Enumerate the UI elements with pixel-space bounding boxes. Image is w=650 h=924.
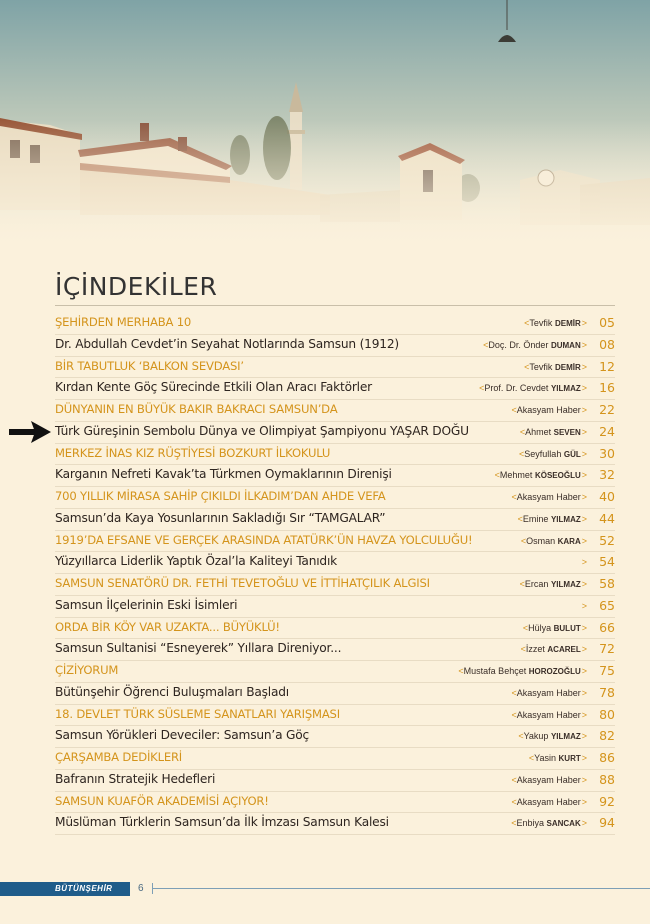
author-close-bracket: >: [581, 600, 587, 611]
author-close-bracket: >: [581, 383, 587, 394]
author-close-bracket: >: [581, 579, 587, 589]
toc-entry-page: 94: [599, 815, 615, 831]
toc-entry-title: Samsun Yörükleri Deveciler: Samsun’a Göç: [55, 728, 310, 743]
toc-entry-author: [511, 492, 587, 502]
author-open-bracket: <: [519, 579, 525, 589]
toc-entry-author: [521, 644, 587, 654]
toc-entry-title: Samsun Sultanisi “Esneyerek” Yıllara Direniyor...: [55, 641, 342, 656]
toc-entry-page: 65: [599, 597, 615, 613]
toc-entry-page: 78: [599, 684, 615, 700]
toc-entry-author: [581, 601, 587, 611]
author-open-bracket: <: [511, 687, 517, 698]
author-close-bracket: >: [581, 709, 587, 720]
author-open-bracket: <: [517, 513, 523, 524]
footer-page-number: 6: [138, 883, 144, 894]
author-open-bracket: <: [483, 339, 489, 350]
toc-entry-author: [511, 688, 587, 698]
author-given-name: Prof. Dr. Cevdet: [484, 383, 549, 394]
toc-entry-author: [520, 427, 587, 437]
author-close-bracket: >: [581, 666, 587, 676]
author-given-name: Ercan: [524, 579, 549, 589]
toc-entry-page: 92: [599, 793, 615, 809]
toc-entry-author: [581, 557, 587, 567]
author-given-name: İzzet: [525, 644, 545, 655]
toc-entry-title: ÇARŞAMBA DEDİKLERİ: [55, 750, 183, 764]
toc-entry[interactable]: [55, 813, 615, 835]
author-close-bracket: >: [581, 644, 587, 655]
toc-entry-page: 32: [599, 467, 615, 483]
author-given-name: Hülya: [528, 622, 552, 633]
toc-entry[interactable]: [55, 792, 615, 814]
author-surname: YILMAZ: [550, 384, 581, 394]
toc-entry-author: [520, 579, 587, 589]
toc-entry-title: Bafranın Stratejik Hedefleri: [55, 771, 216, 786]
author-open-bracket: <: [511, 796, 517, 807]
author-surname: SEVEN: [553, 427, 581, 437]
author-open-bracket: <: [479, 383, 485, 394]
toc-entry-author: [524, 362, 587, 372]
author-open-bracket: <: [511, 492, 517, 502]
author-surname: GÜL: [563, 449, 581, 459]
author-close-bracket: >: [581, 426, 587, 437]
toc-entry-author: [511, 710, 587, 720]
author-close-bracket: >: [581, 622, 587, 633]
toc-entry-author: [518, 514, 587, 524]
author-close-bracket: >: [581, 339, 587, 350]
toc-entry[interactable]: [55, 748, 615, 770]
author-given-name: Tevfik: [529, 318, 553, 328]
author-given-name: Akasyam Haber: [516, 796, 581, 807]
author-close-bracket: >: [581, 513, 587, 524]
author-open-bracket: <: [520, 535, 527, 546]
toc-entry-title: ORDA BİR KÖY VAR UZAKTA... BÜYÜKLÜ!: [55, 619, 280, 634]
header-townscape-image: [0, 0, 650, 250]
toc-entry-title: 1919’DA EFSANE VE GERÇEK ARASINDA ATATÜRK’ÜN HAVZA YOLCULUĞU!: [55, 532, 473, 547]
toc-entry-author: [511, 775, 587, 785]
toc-entry-title: DÜNYANIN EN BÜYÜK BAKIR BAKRACI SAMSUN’DA: [55, 402, 338, 416]
toc-entry[interactable]: [55, 770, 615, 792]
author-open-bracket: <: [520, 644, 526, 655]
author-surname: KURT: [558, 754, 581, 763]
footer-brand: BÜTÜNŞEHİR: [55, 884, 113, 893]
author-open-bracket: <: [458, 666, 464, 676]
author-given-name: Osman: [526, 535, 556, 546]
toc-entry[interactable]: [55, 705, 615, 727]
toc-entry-page: 30: [599, 445, 615, 461]
author-close-bracket: >: [581, 448, 587, 459]
toc-entry-page: 44: [599, 510, 615, 526]
toc-entry-author: [524, 318, 587, 328]
toc-entry[interactable]: [55, 357, 615, 379]
toc-entry-author: [519, 449, 587, 459]
toc-entry[interactable]: [55, 726, 615, 748]
author-surname: YILMAZ: [550, 514, 581, 524]
toc-entry-author: [523, 623, 587, 633]
author-given-name: Akasyam Haber: [516, 492, 581, 502]
toc-entry-page: 58: [599, 576, 615, 591]
toc-entry-title: Kırdan Kente Göç Sürecinde Etkili Olan Aracı Faktörler: [55, 380, 372, 395]
author-close-bracket: >: [581, 361, 587, 372]
author-given-name: Yasin: [534, 753, 556, 763]
toc-entry-page: 16: [599, 380, 615, 396]
toc-entry-page: 12: [599, 358, 615, 374]
toc-entry-title: Müslüman Türklerin Samsun’da İlk İmzası Samsun Kalesi: [55, 815, 389, 830]
author-surname: BULUT: [553, 623, 581, 633]
author-close-bracket: >: [581, 470, 587, 481]
author-given-name: Akasyam Haber: [516, 774, 581, 785]
author-surname: KARA: [557, 536, 581, 546]
author-close-bracket: >: [581, 753, 587, 763]
toc-entry-page: 66: [599, 619, 615, 635]
toc-entry-title: MERKEZ İNAS KIZ RÜŞTİYESİ BOZKURT İLKOKULU: [55, 445, 331, 460]
toc-entry[interactable]: [55, 683, 615, 705]
toc-entry-title: SAMSUN KUAFÖR AKADEMİSİ AÇIYOR!: [55, 793, 269, 808]
author-open-bracket: <: [524, 318, 530, 328]
toc-entry-page: 40: [599, 489, 615, 504]
toc-entry[interactable]: [55, 422, 615, 444]
toc-entry[interactable]: [55, 574, 615, 596]
toc-entry-title: Dr. Abdullah Cevdet’in Seyahat Notlarında Samsun (1912): [55, 336, 399, 351]
author-surname: DEMİR: [554, 362, 581, 372]
author-open-bracket: <: [511, 774, 517, 785]
toc-entry-page: 82: [599, 728, 615, 744]
author-given-name: Ahmet: [525, 426, 552, 437]
toc-entry[interactable]: [55, 444, 615, 466]
toc-entry-author: [458, 666, 587, 676]
toc-entry-title: Karganın Nefreti Kavak’ta Türkmen Oymaklarının Direnişi: [55, 467, 392, 482]
author-given-name: Seyfullah: [524, 448, 562, 459]
toc-entry-title: Samsun’da Kaya Yosunlarının Sakladığı Sır “TAMGALAR”: [55, 510, 386, 525]
toc-entry-page: 08: [599, 336, 615, 352]
toc-entry[interactable]: [55, 639, 615, 661]
toc-entry-page: 72: [599, 641, 615, 657]
toc-entry-title: Samsun İlçelerinin Eski İsimleri: [55, 597, 238, 612]
toc-entry-author: [483, 340, 587, 350]
toc-entry-author: [479, 383, 587, 393]
arrow-right-icon: [9, 421, 51, 443]
toc-entry-author: [495, 470, 587, 480]
toc-entry-author: [511, 797, 587, 807]
author-surname: YILMAZ: [550, 580, 581, 589]
toc-entry-page: 22: [599, 402, 615, 417]
author-close-bracket: >: [581, 535, 587, 546]
toc-entry-author: [511, 405, 587, 415]
toc-entry-page: 80: [599, 706, 615, 722]
toc-entry[interactable]: [55, 509, 615, 531]
toc-entry-author: [518, 731, 587, 741]
toc-entry[interactable]: [55, 487, 615, 509]
toc-entry[interactable]: [55, 335, 615, 357]
toc-entry-title: Bütünşehir Öğrenci Buluşmaları Başladı: [55, 684, 289, 699]
author-given-name: Akasyam Haber: [516, 709, 581, 720]
toc-entry-page: 86: [599, 750, 615, 765]
author-surname: HOROZOĞLU: [528, 667, 581, 676]
author-open-bracket: <: [519, 448, 525, 459]
toc-entry[interactable]: [55, 552, 615, 574]
toc-entry[interactable]: [55, 378, 615, 400]
toc-entry-page: 05: [599, 315, 615, 330]
author-surname: SANCAK: [546, 819, 581, 829]
author-close-bracket: >: [581, 557, 587, 568]
author-given-name: Enbiya: [516, 818, 544, 829]
toc-entry[interactable]: [55, 465, 615, 487]
author-surname: DEMİR: [554, 319, 581, 328]
toc-entry-title: Yüzyıllarca Liderlik Yaptık Özal’la Kaliteyi Tanıdık: [55, 554, 337, 569]
author-close-bracket: >: [581, 405, 587, 415]
author-open-bracket: <: [511, 405, 517, 415]
toc-entry-page: 24: [599, 423, 615, 439]
toc-entry-title: 700 YILLIK MİRASA SAHİP ÇIKILDI İLKADIM’DAN AHDE VEFA: [55, 489, 386, 503]
author-open-bracket: <: [522, 622, 529, 633]
author-close-bracket: >: [581, 731, 587, 742]
toc-entry[interactable]: [55, 596, 615, 618]
author-given-name: Tevfik: [529, 361, 553, 372]
author-close-bracket: >: [581, 774, 587, 785]
toc-entry-author: [529, 753, 587, 763]
toc-entry-title: ÇİZİYORUM: [55, 663, 119, 677]
author-close-bracket: >: [581, 687, 587, 698]
page-footer: [0, 882, 650, 896]
page-title: İÇİNDEKİLER: [55, 272, 218, 301]
author-open-bracket: <: [511, 709, 517, 720]
toc-entry[interactable]: [55, 618, 615, 640]
author-given-name: Akasyam Haber: [516, 687, 581, 698]
footer-line: [153, 888, 650, 889]
toc-entry-page: 52: [599, 532, 615, 548]
toc-entry[interactable]: [55, 531, 615, 553]
author-given-name: Doç. Dr. Önder: [488, 339, 549, 350]
toc-entry-page: 75: [599, 663, 615, 678]
author-open-bracket: <: [524, 361, 530, 372]
author-given-name: Yakup: [523, 731, 549, 742]
author-close-bracket: >: [581, 818, 587, 829]
author-given-name: Emine: [522, 513, 549, 524]
title-divider: [55, 305, 615, 306]
toc-entry-page: 88: [599, 771, 615, 787]
author-surname: YILMAZ: [550, 732, 581, 742]
toc-entry-page: 54: [599, 554, 615, 570]
author-open-bracket: <: [494, 470, 500, 481]
toc-entry-title: BİR TABUTLUK ‘BALKON SEVDASI’: [55, 358, 244, 373]
toc-entry-title: ŞEHİRDEN MERHABA 10: [55, 315, 192, 329]
author-surname: KÖSEOĞLU: [534, 471, 581, 481]
toc-entry-title: SAMSUN SENATÖRÜ DR. FETHİ TEVETOĞLU VE İTTİHATÇILIK ALGISI: [55, 576, 430, 590]
author-surname: ACAREL: [547, 645, 581, 655]
toc-entry-title: 18. DEVLET TÜRK SÜSLEME SANATLARI YARIŞMASI: [55, 706, 340, 721]
toc-entry-author: [521, 536, 587, 546]
toc-entry-title: Türk Güreşinin Sembolu Dünya ve Olimpiyat Şampiyonu YAŞAR DOĞU: [55, 423, 469, 438]
toc-entry-author: [511, 818, 587, 828]
author-open-bracket: <: [518, 731, 524, 742]
author-close-bracket: >: [581, 492, 587, 502]
table-of-contents: [55, 313, 615, 835]
author-given-name: Akasyam Haber: [516, 405, 581, 415]
toc-entry[interactable]: [55, 400, 615, 422]
author-close-bracket: >: [581, 796, 587, 807]
toc-entry[interactable]: [55, 313, 615, 335]
author-given-name: Mehmet: [499, 470, 533, 481]
toc-entry[interactable]: [55, 661, 615, 683]
author-open-bracket: <: [519, 426, 526, 437]
author-given-name: Mustafa Behçet: [463, 666, 527, 676]
author-open-bracket: <: [528, 753, 535, 763]
author-open-bracket: <: [511, 818, 517, 829]
author-surname: DUMAN: [550, 340, 581, 350]
author-close-bracket: >: [581, 318, 587, 328]
